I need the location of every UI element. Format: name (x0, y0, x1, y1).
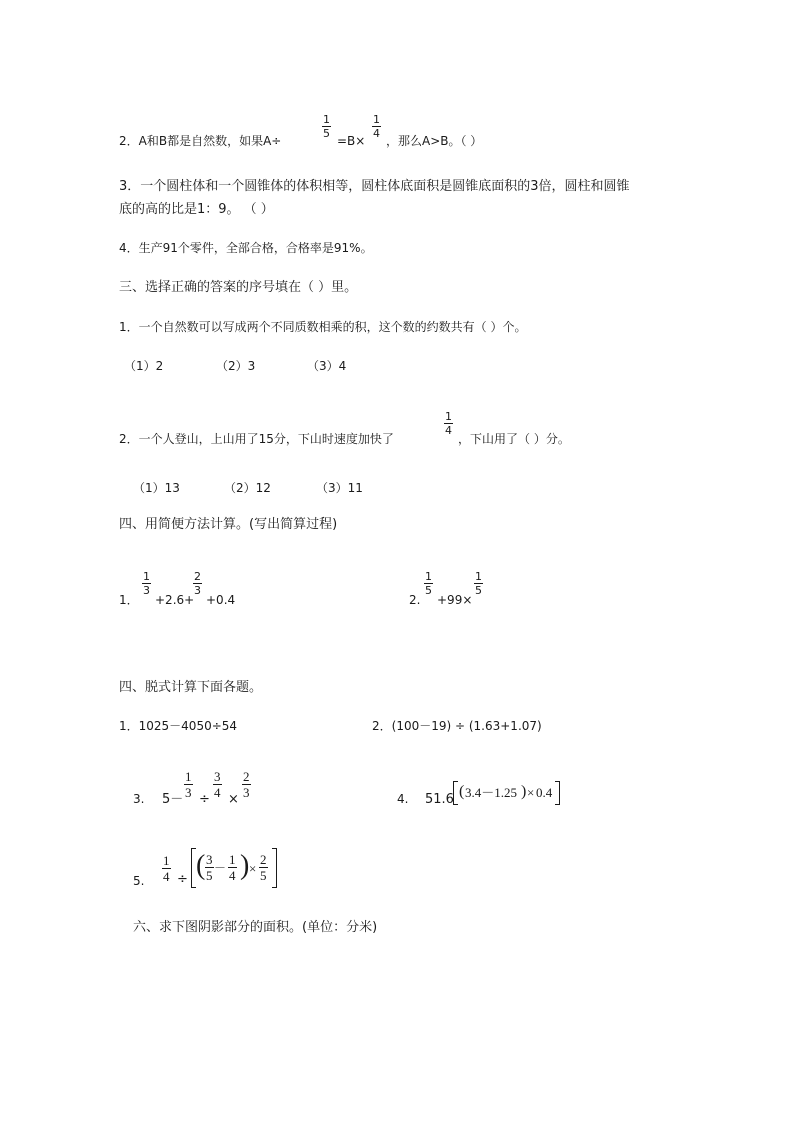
p4b-5-f1-numerator: 1 (163, 853, 170, 868)
p3-q2-numerator: 1 (445, 410, 452, 423)
q2-f1-denominator: 5 (323, 127, 330, 140)
p4a-2-f2-denominator: 5 (475, 584, 482, 597)
p4b-5-f3-numerator: 1 (229, 852, 236, 867)
p4a-1-middle: +2.6+ (155, 593, 195, 607)
p4b-3-f2-denominator: 4 (214, 785, 221, 800)
p4a-1-f2-denominator: 3 (194, 584, 201, 597)
p4b-3-fraction-2 (213, 770, 222, 799)
part3-heading: 三、选择正确的答案的序号填在（ ）里。 (119, 280, 358, 295)
q2-middle: =B× (337, 134, 366, 148)
p4b-3-f3-numerator: 2 (243, 769, 250, 784)
p4a-1-f2-numerator: 2 (194, 570, 201, 583)
q2-f2-denominator: 4 (373, 127, 380, 140)
p4b-3-fraction-1 (184, 770, 193, 799)
q2-f1-numerator: 1 (323, 113, 330, 126)
p4b-5-fraction-3 (228, 853, 237, 882)
p4b-5-f3-denominator: 4 (229, 868, 236, 883)
p4a-2-f2-numerator: 1 (475, 570, 482, 583)
p4b-5-multiply: × (249, 861, 257, 876)
p3-q2-suffix: ，下山用了（ ）分。 (458, 432, 570, 446)
p4b-3-fraction-3 (242, 770, 251, 799)
q2-fraction-1 (322, 114, 331, 139)
part6-heading: 六、求下图阴影部分的面积。(单位：分米) (133, 920, 378, 935)
p4b-4-multiply: × (527, 785, 535, 800)
p3-q2-option-2: （2）12 (224, 481, 271, 495)
p4b-3-start: 5－ (162, 792, 184, 807)
p4a-1-end: +0.4 (206, 593, 236, 607)
p4a-2-label: 2. (409, 593, 421, 607)
p4b-4-bracket-right (555, 781, 560, 805)
p3-q1-text: 1．一个自然数可以写成两个不同质数相乘的积，这个数的约数共有（ ）个。 (119, 320, 527, 334)
p4a-1-f1-numerator: 1 (143, 570, 150, 583)
p4b-4-start: 51.6 (425, 792, 454, 807)
p4b-5-fraction-1 (162, 854, 171, 883)
part4b-heading: 四、脱式计算下面各题。 (119, 680, 263, 695)
p3-q2-option-3: （3）11 (316, 481, 363, 495)
p4a-2-fraction-2 (474, 571, 483, 596)
p4b-5-paren-right: ) (240, 850, 250, 881)
p4b-3-f2-numerator: 3 (214, 769, 221, 784)
q2-suffix: ，那么A>B。（ ） (386, 134, 483, 148)
p4b-5-divide: ÷ (177, 872, 188, 887)
p4a-2-f1-numerator: 1 (425, 570, 432, 583)
p4b-3-label: 3. (133, 792, 145, 806)
q2-fraction-2 (372, 114, 381, 139)
q2-prefix: 2．A和B都是自然数，如果A÷ (119, 134, 282, 148)
p3-q2-denominator: 4 (445, 424, 452, 437)
p4a-1-fraction-2 (193, 571, 202, 596)
p4b-5-bracket-right (272, 848, 277, 888)
p4a-2-middle: +99× (437, 593, 473, 607)
p4b-3-f3-denominator: 3 (243, 785, 250, 800)
p4b-2: 2．(100－19) ÷ (1.63+1.07) (372, 719, 542, 733)
p3-q1-option-3: （3）4 (307, 359, 347, 373)
p4b-5-f1-denominator: 4 (163, 869, 170, 884)
p4b-3-f1-denominator: 3 (185, 785, 192, 800)
q3-line1: 3．一个圆柱体和一个圆锥体的体积相等，圆柱体底面积是圆锥底面积的3倍，圆柱和圆锥 (119, 179, 630, 194)
p4a-2-f1-denominator: 5 (425, 584, 432, 597)
p4b-5-f4-numerator: 2 (260, 852, 267, 867)
p3-q1-option-1: （1）2 (124, 359, 164, 373)
p4b-3-f1-numerator: 1 (185, 769, 192, 784)
p4b-5-minus: － (214, 861, 227, 875)
p3-q1-option-2: （2）3 (216, 359, 256, 373)
p4b-4-paren-right: ) (521, 783, 527, 800)
p4b-3-multiply: × (228, 792, 239, 807)
p4b-4-bracket-left (453, 781, 458, 805)
p4b-4-paren-left: ( (459, 783, 465, 800)
p4b-4-inner: 3.4－1.25 (465, 785, 518, 800)
p4b-5-label: 5. (133, 874, 145, 888)
p4b-5-fraction-2 (205, 853, 214, 882)
p4b-5-paren-left: ( (196, 850, 206, 881)
p3-q2-option-1: （1）13 (133, 481, 180, 495)
p4b-5-f2-numerator: 3 (206, 852, 213, 867)
part4a-heading: 四、用简便方法计算。(写出简算过程) (119, 517, 338, 532)
p4b-4-end: 0.4 (536, 785, 553, 800)
q2-f2-numerator: 1 (373, 113, 380, 126)
p4b-5-f2-denominator: 5 (206, 868, 213, 883)
p4b-4-label: 4. (397, 792, 409, 806)
q4-text: 4．生产91个零件，全部合格，合格率是91%。 (119, 241, 373, 255)
p4a-1-f1-denominator: 3 (143, 584, 150, 597)
p4b-5-f4-denominator: 5 (260, 868, 267, 883)
p3-q2-prefix: 2．一个人登山，上山用了15分，下山时速度加快了 (119, 432, 394, 446)
p4a-1-label: 1． (119, 593, 139, 607)
p3-q2-fraction (444, 411, 453, 436)
q3-line2: 底的高的比是1：9。 （ ） (119, 202, 274, 217)
p4b-1: 1．1025－4050÷54 (119, 719, 238, 733)
p4a-2-fraction-1 (424, 571, 433, 596)
p4a-1-fraction-1 (142, 571, 151, 596)
p4b-3-divide: ÷ (199, 792, 210, 807)
p4b-5-fraction-4 (259, 853, 268, 882)
